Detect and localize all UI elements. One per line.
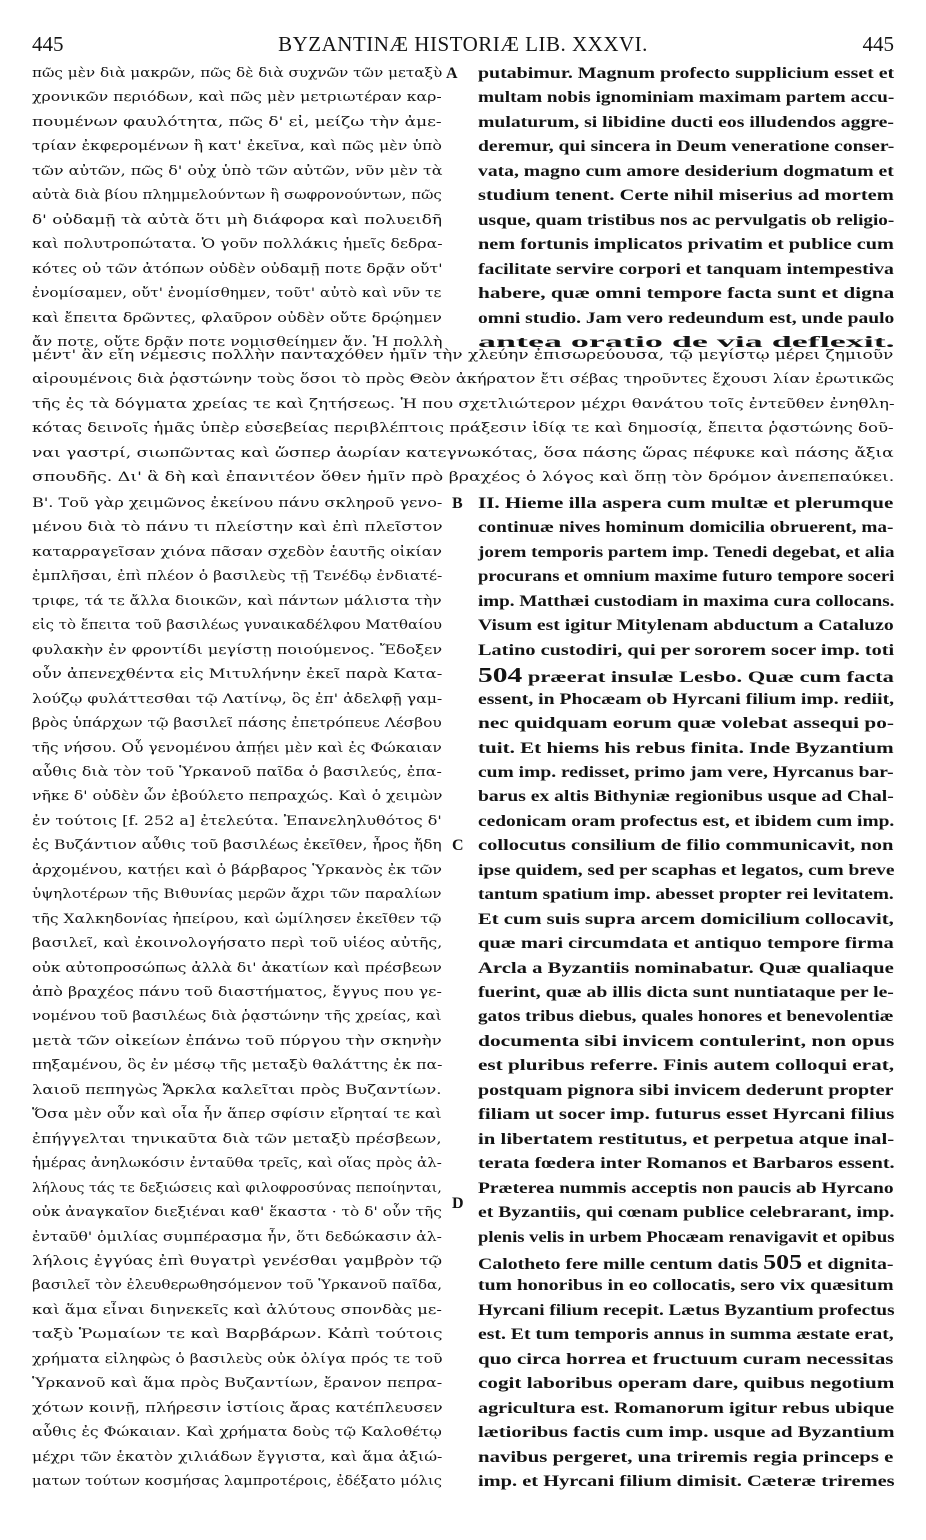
- running-header: [32, 32, 894, 58]
- greek-line: Ὑρκανοῦ καὶ ἅμα πρὸς Βυζαντίων, ἔρανον πεπρα-: [32, 1376, 443, 1392]
- greek-line: αὐτὰ διὰ βίου πλημμελούντων ἢ σωφρονούντων, πῶς: [32, 188, 442, 204]
- greek-line: καὶ ἅμα εἶναι διηνεκεῖς καὶ ἀλύτους σπονδὰς με-: [32, 1302, 442, 1318]
- greek-line: τῆς Χαλκηδονίας ἠπείρου, καὶ ὡμίλησεν ἐκεῖθεν τῷ: [32, 911, 442, 927]
- latin-line: II. Hieme illa aspera cum multæ et plerumque: [478, 495, 894, 512]
- greek-line: ἄν ποτε, οὔτε δρᾷν ποτε νομισθείημεν ἄν. Ἡ πολλὴ: [32, 334, 443, 350]
- latin-line: Visum est igitur Mitylenam abductum a Cataluzo: [478, 617, 894, 635]
- latin-line: studium tenent. Certe nihil miserius ad mortem: [478, 187, 894, 205]
- latin-line: et Byzantiis, qui cœnam publice celebrarant, imp.: [478, 1204, 895, 1222]
- greek-line: μέντ' ἂν εἴη νέμεσις πολλὴν πανταχόθεν ἡμῖν τὴν χλεύην ἐπισωρεύουσα, τῷ μεγίστῳ μέρει ζημιοῦν: [32, 348, 894, 363]
- latin-line: putabimur. Magnum profecto supplicium esset et: [478, 65, 895, 82]
- greek-line: χρήματα εἰληφὼς ὁ βασιλεὺς οὐκ ὀλίγα πρός τε τοῦ: [32, 1351, 443, 1367]
- latin-line: mulaturum, si libidine ducti eos illudendos aggre-: [478, 113, 894, 131]
- greek-line: μετὰ τῶν οἰκείων ἐπάνω τοῦ πύργου τὴν σκηνὴν: [32, 1033, 442, 1049]
- greek-line: χότων κοινῇ, πλήρεσιν ἱστίοις ἄρας κατέπλευσεν: [32, 1400, 443, 1416]
- latin-line: ipse quidem, sed per scaphas et legatos, cum breve: [478, 861, 895, 879]
- latin-line: tuit. Et hiems his rebus finita. Inde Byzantium: [478, 739, 894, 757]
- latin-line: navibus pergeret, una triremis regia princeps e: [478, 1448, 894, 1466]
- latin-line: agricultura est. Romanorum igitur rebus ubique: [478, 1399, 895, 1417]
- greek-line: μέχρι τῶν ἑκατὸν χιλιάδων ἔγγιστα, καὶ ἅμα ἀξιώ-: [32, 1449, 443, 1465]
- greek-line: ναι γαστρί, σιωπῶντας καὶ ὥσπερ ἀωρίαν κατεγνωκότας, ὅσα πάσης ὥρας πέφυκε καὶ πάσης ἄξια: [32, 445, 894, 461]
- latin-line: antea oratio de via deflexit.: [478, 333, 895, 351]
- latin-line: vata, magno cum amore desiderium dogmatum et: [478, 162, 894, 180]
- latin-line: cedonicam oram profectus est, et ibidem cum imp.: [478, 812, 895, 830]
- latin-line: 504 præerat insulæ Lesbo. Quæ cum facta: [478, 663, 894, 688]
- latin-line: quæ mari circumdata et antiquo tempore firma: [478, 935, 894, 953]
- greek-line: αἱρουμένοις διὰ ῥᾳστώνην τοὺς ὅσοι τὸ πρὸς Θεὸν ἀκήρατον ἔτι σέβας τηροῦντες ἔχουσι λίαν ἐρωτικῶς: [32, 372, 895, 388]
- latin-line: omni studio. Jam vero redeundum est, unde paulo: [478, 309, 895, 327]
- page-reference-number: 505: [763, 1249, 803, 1274]
- latin-line: jorem temporis partem imp. Tenedi degebat, et alia: [478, 543, 895, 561]
- latin-line: essent, in Phocæam ob Hyrcani filium imp. rediit,: [478, 690, 895, 708]
- greek-line: κότας δεινοῖς ἡμᾶς ὑπὲρ εὐσεβείας περιβλέπτοις πράξεσιν ἰδίᾳ τε καὶ δημοσίᾳ, ἔπειτα ῥᾳστώνης δοῦ-: [32, 421, 894, 437]
- greek-line: χρονικῶν περιόδων, καὶ πῶς μὲν μετριωτέραν καρ-: [32, 90, 442, 106]
- latin-line: postquam pignora sibi invicem dederunt propter: [478, 1081, 894, 1099]
- latin-line: terata fœdera inter Romanos et Barbaros essent.: [478, 1155, 895, 1173]
- page-reference-number: 504: [478, 663, 523, 688]
- greek-line: αὖθις ἐς Φώκαιαν. Καὶ χρήματα δοὺς τῷ Καλοθέτῳ: [32, 1425, 442, 1441]
- latin-line: fuerint, quæ ab illis dicta sunt nuntiataque per le-: [478, 984, 894, 1001]
- greek-line: τρίαν ἐκφερομένων ἢ κατ' ἐκεῖνα, καὶ πῶς μὲν ὑπὸ: [32, 139, 442, 155]
- latin-line: lætioribus factis cum imp. usque ad Byzantium: [478, 1424, 895, 1442]
- greek-line: πῶς μὲν διὰ μακρῶν, πῶς δὲ διὰ συχνῶν τῶν μεταξὺ: [32, 66, 443, 81]
- greek-line: λούζῳ φυλάττεσθαι τῷ Λατίνῳ, ὃς ἐπ' ἀδελφῇ γαμ-: [32, 691, 443, 707]
- latin-line: nem fortunis implicatos privatim et publice cum: [478, 236, 894, 254]
- greek-line: ἐς Βυζάντιον αὖθις τοῦ βασιλέως ἐκεῖθεν, ἦρος ἤδη: [32, 838, 442, 854]
- page-number-right: 445: [862, 32, 894, 56]
- greek-line: καταρραγεῖσαν χιόνα πᾶσαν σχεδὸν ἑαυτῆς οἰκίαν: [32, 544, 442, 560]
- latin-line: facilitate servire corpori et tanquam intempestiva: [478, 260, 894, 278]
- greek-line: καὶ πολυτροπώτατα. Ὁ γοῦν πολλάκις ἡμεῖς δεδρα-: [32, 237, 443, 253]
- greek-line: ταξὺ Ῥωμαίων τε καὶ Βαρβάρων. Κἀπὶ τούτοις: [32, 1327, 443, 1343]
- latin-line: imp. Matthæi custodiam in maxima cura collocans.: [478, 592, 895, 610]
- latin-line: est pluribus referre. Finis autem colloqui erat,: [478, 1057, 895, 1075]
- greek-line: λήλους τάς τε δεξιώσεις καὶ φιλοφροσύνας πεποίηνται,: [32, 1180, 442, 1196]
- greek-line: νομένου τοῦ βασιλέως διὰ ῥᾳστώνην τῆς χρείας, καὶ: [32, 1009, 442, 1025]
- greek-line: λήλοις ἐγγύας ἐπὶ θυγατρὶ γενέσθαι γαμβρὸν τῷ: [32, 1253, 442, 1269]
- greek-line: κότες οὐ τῶν ἀτόπων οὐδὲν οὐδαμῇ ποτε δρᾷν οὔτ': [32, 261, 443, 277]
- greek-line: τῶν αὐτῶν, πῶς δ' οὐχ ὑπὸ τῶν αὐτῶν, νῦν μὲν τὰ: [32, 163, 443, 179]
- greek-line: τῆς ἐς τὰ δόγματα χρείας τε καὶ ζητήσεως. Ἡ που σχετλιώτερον μέχρι θανάτου τοῖς ἐντεῦθεν ἐνηθλη-: [32, 396, 895, 412]
- greek-line: εἰς τὸ ἔπειτα τοῦ βασιλέως γυναικαδέλφου Ματθαίου: [32, 618, 443, 634]
- latin-line: barus ex altis Bithyniæ regionibus usque ad Chal-: [478, 788, 894, 806]
- latin-line: usque, quam tristibus nos ac pervulgatis ob religio-: [478, 211, 895, 229]
- latin-line: imp. et Hyrcani filium dimisit. Cæteræ triremes: [478, 1473, 895, 1490]
- greek-line: λαιοῦ πεπηγὼς Ἄρκλα καλεῖται πρὸς Βυζαντίων.: [32, 1082, 442, 1098]
- latin-line: deremur, qui sincera in Deum veneratione conser-: [478, 138, 895, 156]
- latin-line: Latino custodiri, qui per sororem socer imp. toti: [478, 641, 895, 659]
- greek-line: ἐπήγγελται τηνικαῦτα διὰ τῶν μεταξὺ πρέσβεων,: [32, 1131, 442, 1147]
- greek-line: πουμένων φαυλότητα, πῶς δ' εἰ, μείζω τὴν ἀμε-: [32, 114, 442, 130]
- running-title: BYZANTINÆ HISTORIÆ LIB. XXXVI.: [278, 32, 648, 56]
- latin-line: filiam ut socer imp. futurus esset Hyrcani filius: [478, 1106, 895, 1124]
- latin-line: Arcla a Byzantiis nominabatur. Quæ qualiaque: [478, 959, 894, 977]
- latin-line: cogit laboribus operam dare, quibus negotium: [478, 1375, 895, 1393]
- latin-line: Præterea nummis acceptis non paucis ab Hyrcano: [478, 1179, 894, 1197]
- latin-line: Calotheto fere mille centum datis 505 et dignita-: [478, 1249, 894, 1274]
- greek-line: πηξαμένου, ὃς ἐν μέσῳ τῆς μεταξὺ θαλάττης ἐκ πα-: [32, 1058, 443, 1074]
- latin-line: documenta sibi invicem contulerint, non opus: [478, 1032, 895, 1050]
- greek-line: καὶ ἔπειτα δρῶντες, φλαῦρον οὐδὲν οὔτε δρῴημεν: [32, 310, 442, 326]
- greek-line: ἐν τούτοις [f. 252 a] ἐτελεύτα. Ἐπανεληλυθότος δ': [32, 813, 442, 829]
- section-marker-b: B: [452, 495, 463, 512]
- latin-line: plenis velis in urbem Phocæam renavigavit et opibus: [478, 1228, 895, 1246]
- greek-line: οὐκ ἀναγκαῖον διεξιέναι καθ' ἕκαστα · τὸ δ' οὖν τῆς: [32, 1205, 442, 1221]
- page-number-left: 445: [32, 32, 64, 56]
- greek-line: ἀρχομένου, κατῄει καὶ ὁ βάρβαρος Ὑρκανὸς ἐκ τῶν: [32, 862, 442, 878]
- latin-line: habere, quæ omni tempore facta sunt et digna: [478, 285, 895, 303]
- greek-line: βασιλεῖ τὸν ἐλευθερωθησόμενον τοῦ Ὑρκανοῦ παῖδα,: [32, 1278, 443, 1294]
- greek-line: βασιλεῖ, καὶ ἐκοινολογήσατο περὶ τοῦ υἱέος αὐτῆς,: [32, 936, 443, 952]
- latin-line: continuæ nives hominum domicilia obruerent, ma-: [478, 519, 894, 537]
- greek-line: ὑψηλοτέρων τῆς Βιθυνίας μερῶν ἄχρι τῶν παραλίων: [32, 887, 442, 903]
- greek-line: τριφε, τά τε ἄλλα διοικῶν, καὶ πάντων μάλιστα τὴν: [32, 593, 442, 609]
- latin-line: Hyrcani filium recepit. Lætus Byzantium profectus: [478, 1301, 895, 1319]
- latin-line: gatos tribus diebus, quales honores et benevolentiæ: [478, 1008, 894, 1026]
- latin-line: quo circa horrea et fructuum curam necessitas: [478, 1350, 894, 1368]
- latin-line: tantum spatium imp. abesset propter rei levitatem.: [478, 886, 894, 904]
- greek-line: ἐνομίσαμεν, οὔτ' ἐνομίσθημεν, τοῦτ' αὐτὸ καὶ νῦν τε: [32, 286, 442, 302]
- greek-line: φυλακὴν ἐν φροντίδι μεγίστῃ ποιούμενος. Ἔδοξεν: [32, 642, 443, 658]
- greek-line: σπουδῆς. Δι' ἃ δὴ καὶ ἐπανιτέον ὅθεν ἡμῖν πρὸ βραχέος ὁ λόγος καὶ ὅπῃ τὸν δρόμον ἀνεπεπαύκει.: [32, 470, 895, 486]
- greek-line: ἀπὸ βραχέος πάνυ τοῦ διαστήματος, ἔγγυς που γε-: [32, 985, 442, 1000]
- greek-line: οὐκ αὐτοπροσώπως ἀλλὰ δι' ἀκατίων καὶ πρέσβεων: [32, 960, 442, 976]
- section-marker-c: C: [452, 837, 464, 854]
- greek-line: Ὅσα μὲν οὖν καὶ οἷα ἦν ἅπερ σφίσιν εἴρηταί τε καὶ: [32, 1107, 442, 1123]
- greek-line: δ' οὐδαμῇ τὰ αὐτὰ ὅτι μὴ διάφορα καὶ πολυειδῆ: [32, 212, 443, 228]
- latin-line: Et cum suis supra arcem domicilium collocavit,: [478, 910, 894, 928]
- greek-line: νῆκε δ' οὐδὲν ὧν ἐβούλετο πεπραχώς. Καὶ ὁ χειμὼν: [32, 789, 443, 805]
- latin-line: in libertatem restitutus, et perpetua atque inal-: [478, 1130, 895, 1148]
- greek-line: Β'. Τοῦ γὰρ χειμῶνος ἐκείνου πάνυ σκληροῦ γενο-: [32, 496, 443, 511]
- greek-line: ἐμπλῆσαι, ἐπὶ πλέον ὁ βασιλεὺς τῇ Τενέδῳ ἐνδιατέ-: [32, 569, 443, 585]
- latin-line: est. Et tum temporis annus in summa æstate erat,: [478, 1326, 894, 1344]
- greek-line: ἐνταῦθ' ὁμιλίας συμπέρασμα ἦν, ὅτι δεδώκασιν ἀλ-: [32, 1229, 442, 1245]
- greek-line: αὖθις διὰ τὸν τοῦ Ὑρκανοῦ παῖδα ὁ βασιλεύς, ἐπα-: [32, 764, 442, 780]
- greek-line: ματων τούτων κοσμήσας λαμπροτέροις, ἐδέξατο μόλις: [32, 1474, 442, 1489]
- greek-line: ἡμέρας ἀνηλωκόσιν ἐνταῦθα τρεῖς, καὶ οἵας πρὸς ἀλ-: [32, 1156, 442, 1172]
- latin-line: cum imp. redisset, primo jam vere, Hyrcanus bar-: [478, 763, 894, 781]
- section-marker-d: D: [452, 1195, 464, 1212]
- greek-line: οὖν ἀπενεχθέντα εἰς Μιτυλήνην ἐκεῖ παρὰ Κατα-: [32, 667, 443, 683]
- greek-line: τῆς νήσου. Οὗ γενομένου ἀπῄει μὲν καὶ ἐς Φώκαιαν: [32, 740, 442, 756]
- latin-line: nec quidquam eorum quæ volebat assequi po-: [478, 715, 894, 733]
- section-marker-a: A: [446, 65, 458, 82]
- latin-line: tum honoribus in eo collocatis, sero vix quæsitum: [478, 1277, 894, 1295]
- greek-line: βρὸς ὑπάρχων τῷ βασιλεῖ πάσης ἐπετρόπευε Λέσβου: [32, 716, 442, 732]
- latin-line: procurans et omnium maxime futuro tempore soceri: [478, 568, 895, 586]
- greek-line: μένου διὰ τὸ πάνυ τι πλείστην καὶ ἐπὶ πλεῖστον: [32, 520, 443, 536]
- latin-line: multam nobis ignominiam maximam partem accu-: [478, 89, 895, 107]
- latin-line: collocutus consilium de filio communicavit, non: [478, 837, 894, 855]
